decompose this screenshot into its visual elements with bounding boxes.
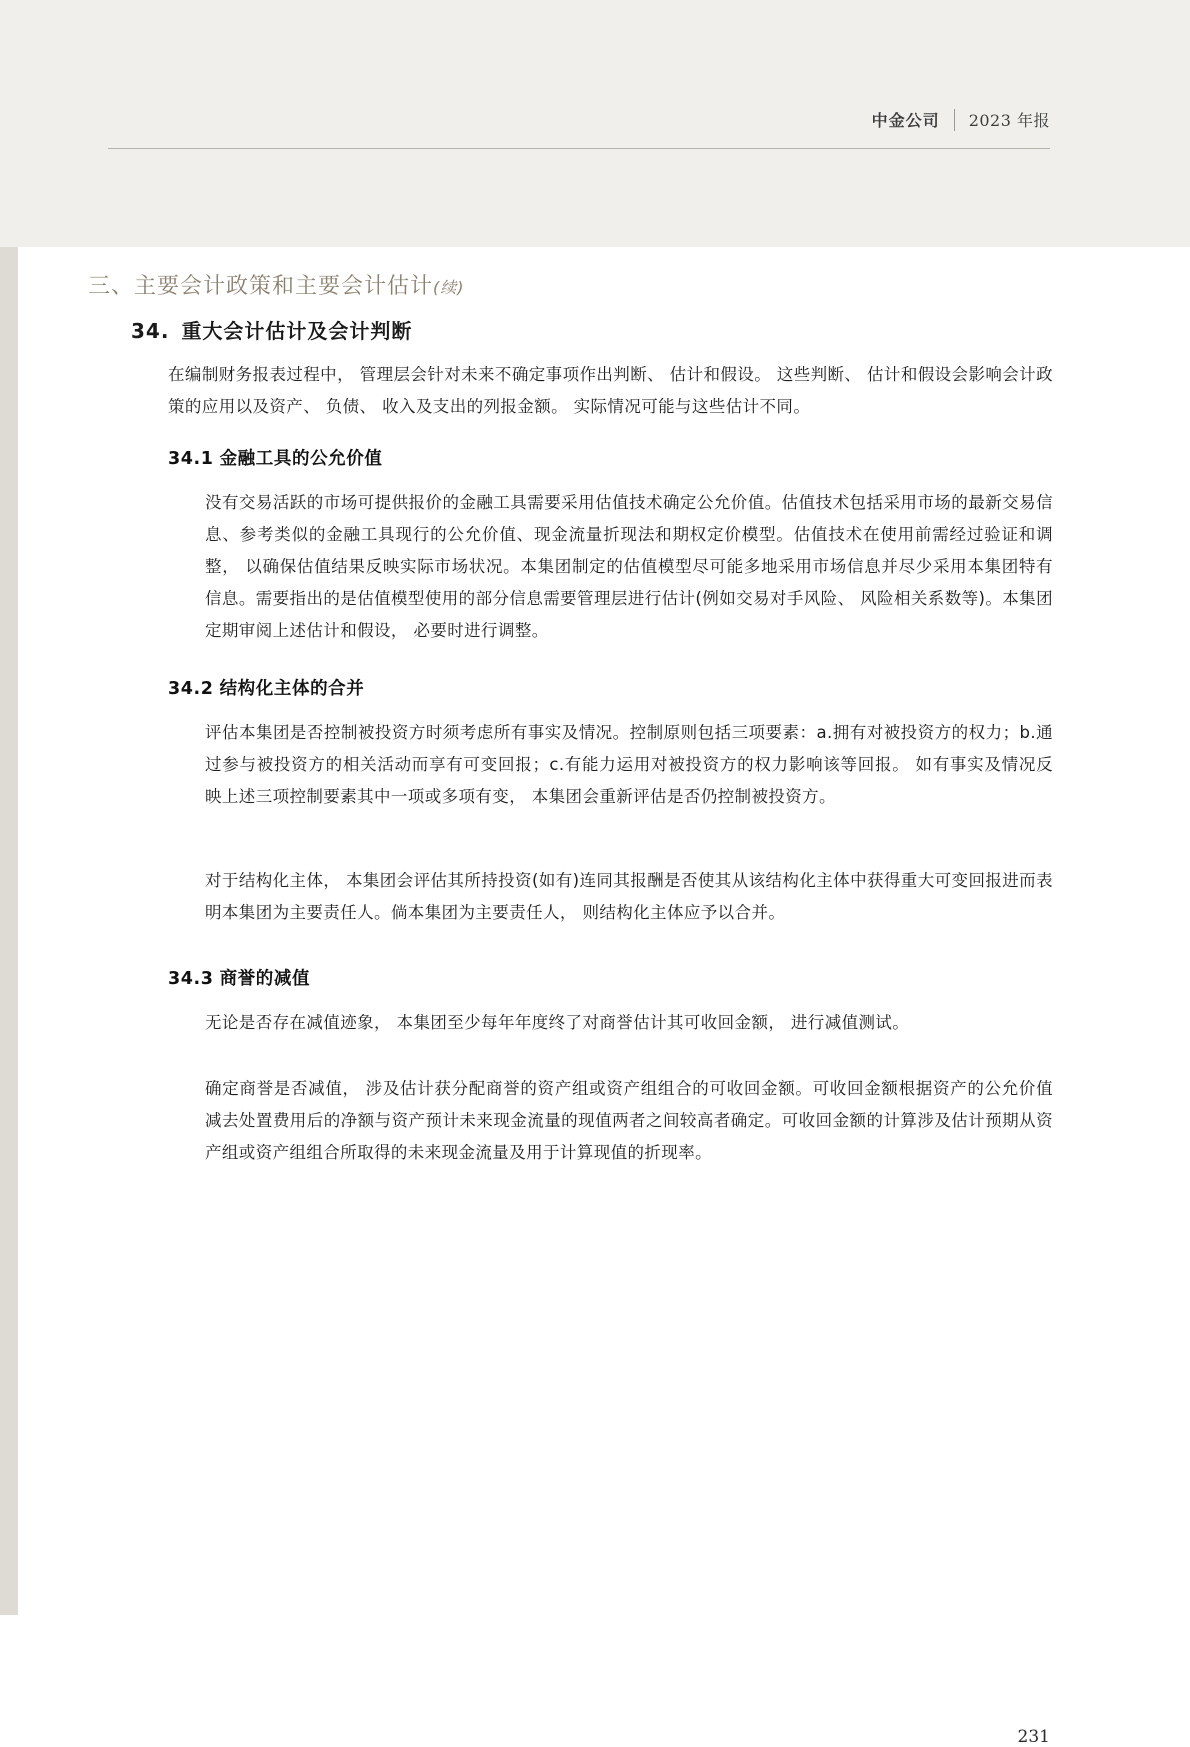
item-paragraph-34-1-1: 没有交易活跃的市场可提供报价的金融工具需要采用估值技术确定公允价值。估值技术包括采用市场的最新交易信息、参考类似的金融工具现行的公允价值、现金流量折现法和期权定价模型。估值技术在使用前需经过验证和调整， 以确保估值结果反映实际市场状况。本集团制定的估值模型尽可能多地采用市场信息并尽少采用本集团特有信息。需要指出的是估值模型使用的部分信息需要管理层进行估计(例如交易对手风险、 风险相关系数等)。本集团定期审阅上述估计和假设， 必要时进行调整。 <box>205 493 1053 640</box>
item-heading-text-34-3: 商誉的减值 <box>219 969 311 989</box>
item-heading-34-1 <box>168 445 382 470</box>
section-title-text: 三、主要会计政策和主要会计估计 <box>88 274 434 299</box>
subsection-number: 34. <box>131 319 170 343</box>
item-index-34-3: 34.3 <box>168 969 214 989</box>
subsection-title-text: 重大会计估计及会计判断 <box>181 319 413 343</box>
item-paragraph-34-2-2: 对于结构化主体， 本集团会评估其所持投资(如有)连同其报酬是否使其从该结构化主体中获得重大可变回报进而表明本集团为主要责任人。倘本集团为主要责任人， 则结构化主体应予以合并。 <box>205 871 1053 922</box>
report-year-label: 2023 年报 <box>968 111 1050 130</box>
subsection-title <box>131 315 412 344</box>
item-paragraph-34-2-1: 评估本集团是否控制被投资方时须考虑所有事实及情况。控制原则包括三项要素：a.拥有对被投资方的权力；b.通过参与被投资方的相关活动而享有可变回报；c.有能力运用对被投资方的权力影响该等回报。 如有事实及情况反映上述三项控制要素其中一项或多项有变， 本集团会重新评估是否仍控制被投资方。 <box>205 723 1053 806</box>
item-heading-34-2 <box>168 675 364 700</box>
item-heading-text-34-2: 结构化主体的合并 <box>219 679 365 699</box>
left-margin-strip <box>0 247 18 1615</box>
item-paragraph-34-3-2: 确定商誉是否减值， 涉及估计获分配商誉的资产组或资产组组合的可收回金额。可收回金额根据资产的公允价值减去处置费用后的净额与资产预计未来现金流量的现值两者之间较高者确定。可收回金额的计算涉及估计预期从资产组或资产组组合所取得的未来现金流量及用于计算现值的折现率。 <box>205 1079 1053 1162</box>
page-number: 231 <box>1017 1727 1050 1747</box>
item-heading-text-34-1: 金融工具的公允价值 <box>219 449 383 469</box>
item-index-34-1: 34.1 <box>168 449 214 469</box>
item-heading-34-3 <box>168 965 310 990</box>
item-index-34-2: 34.2 <box>168 679 214 699</box>
header-rule <box>108 148 1050 149</box>
subsection-intro-paragraph: 在编制财务报表过程中， 管理层会针对未来不确定事项作出判断、 估计和假设。 这些判断、 估计和假设会影响会计政策的应用以及资产、 负债、 收入及支出的列报金额。 实际情况可能与这些估计不同。 <box>168 365 1053 416</box>
company-name: 中金公司 <box>871 111 940 130</box>
item-paragraph-34-3-1: 无论是否存在减值迹象， 本集团至少每年年度终了对商誉估计其可收回金额， 进行减值测试。 <box>205 1013 910 1032</box>
section-title <box>88 269 465 300</box>
page-header <box>872 108 1050 131</box>
section-continued-marker: (续) <box>433 278 465 297</box>
